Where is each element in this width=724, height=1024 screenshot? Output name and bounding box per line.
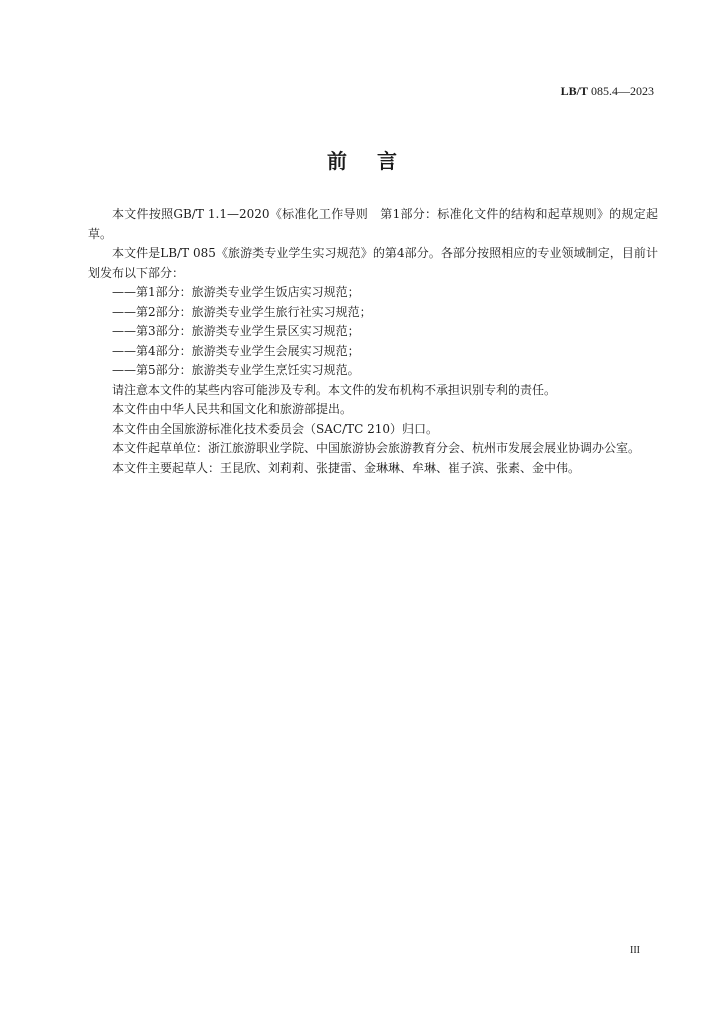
paragraph-series-intro: 本文件是LB/T 085《旅游类专业学生实习规范》的第4部分。各部分按照相应的专业领域制定，目前计划发布以下部分： — [88, 246, 658, 280]
paragraph-drafting-rules: 本文件按照GB/T 1.1—2020《标准化工作导则 第1部分：标准化文件的结构和起草规则》的规定起草。 — [88, 207, 658, 241]
standard-code — [561, 84, 654, 99]
part-list-item: ——第3部分：旅游类专业学生景区实习规范； — [112, 324, 360, 338]
paragraph-patent-notice: 请注意本文件的某些内容可能涉及专利。本文件的发布机构不承担识别专利的责任。 — [112, 382, 557, 397]
paragraph-drafters: 本文件主要起草人：王昆欣、刘莉莉、张捷雷、金琳琳、牟琳、崔子滨、张素、金中伟。 — [112, 460, 581, 475]
page-number: III — [630, 945, 640, 956]
paragraph-drafting-units: 本文件起草单位：浙江旅游职业学院、中国旅游协会旅游教育分会、杭州市发展会展业协调办公室。 — [112, 441, 641, 455]
part-list-item: ——第4部分：旅游类专业学生会展实习规范； — [112, 343, 360, 358]
paragraph-proposer: 本文件由中华人民共和国文化和旅游部提出。 — [112, 402, 353, 416]
part-list-item: ——第2部分：旅游类专业学生旅行社实习规范； — [112, 304, 372, 319]
paragraph-technical-committee: 本文件由全国旅游标准化技术委员会（SAC/TC 210）归口。 — [112, 421, 439, 436]
part-list-item: ——第1部分：旅游类专业学生饭店实习规范； — [112, 285, 360, 299]
page-title: 前言 — [327, 149, 427, 173]
part-list-item: ——第5部分：旅游类专业学生烹饪实习规范。 — [112, 363, 360, 377]
standard-org-prefix: LB/T — [560, 84, 588, 98]
standard-number: 085.4—2023 — [591, 84, 654, 98]
foreword-body — [88, 205, 658, 478]
